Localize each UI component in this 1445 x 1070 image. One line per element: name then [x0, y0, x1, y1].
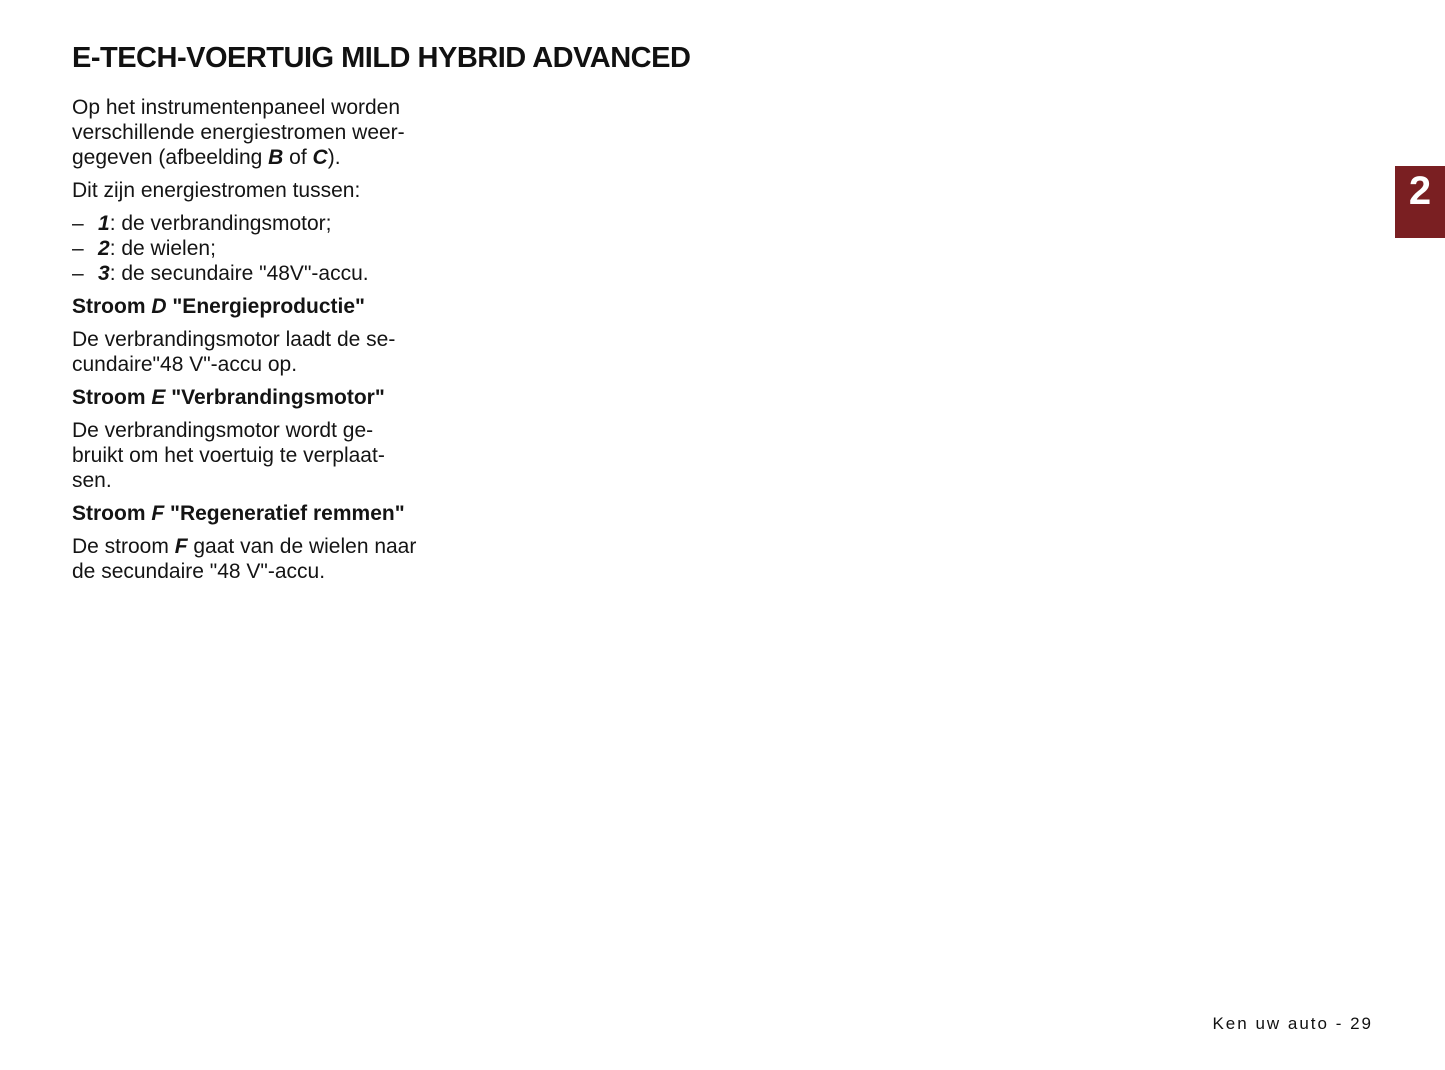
intro-line-2: verschillende energiestromen weer-: [72, 121, 405, 144]
item-number: 3: [98, 262, 110, 285]
heading-text: Stroom: [72, 386, 152, 409]
figure-ref-b: B: [268, 146, 284, 169]
chapter-tab: 2: [1395, 166, 1445, 238]
section-body-d: [72, 327, 482, 377]
flow-letter: F: [151, 502, 165, 525]
figure-ref-c: C: [312, 146, 328, 169]
body-line: sen.: [72, 469, 112, 492]
content-column: [72, 95, 482, 592]
body-text: De stroom: [72, 535, 175, 558]
item-text: : de secundaire "48V"-accu.: [109, 262, 369, 285]
page-title: E-TECH-VOERTUIG MILD HYBRID ADVANCED: [72, 42, 691, 74]
heading-text: "Verbrandingsmotor": [165, 386, 385, 409]
dash-bullet: –: [72, 262, 84, 285]
list-item: [72, 261, 482, 286]
section-body-f: [72, 534, 482, 584]
body-line: De verbrandingsmotor laadt de se-: [72, 328, 396, 351]
intro-text: gegeven (afbeelding: [72, 146, 269, 169]
body-line: bruikt om het voertuig te verplaat-: [72, 444, 385, 467]
heading-text: "Energieproductie": [166, 295, 365, 318]
section-heading-d: [72, 294, 482, 319]
energy-flow-list: [72, 211, 482, 286]
intro-text: ).: [327, 146, 341, 169]
flow-letter: E: [151, 386, 166, 409]
body-line: De verbrandingsmotor wordt ge-: [72, 419, 374, 442]
body-line: de secundaire "48 V"-accu.: [72, 560, 326, 583]
intro-text: of: [283, 146, 313, 169]
section-heading-f: [72, 501, 482, 526]
intro-line-1: Op het instrumentenpaneel worden: [72, 96, 401, 119]
body-line: cundaire"48 V"-accu op.: [72, 353, 298, 376]
flow-letter: D: [151, 295, 167, 318]
item-number: 1: [98, 212, 110, 235]
heading-text: Stroom: [72, 295, 152, 318]
dash-bullet: –: [72, 237, 84, 260]
list-item: [72, 236, 482, 261]
intro-line-3: [72, 145, 482, 170]
between-paragraph: Dit zijn energiestromen tussen:: [72, 179, 361, 202]
body-line: [72, 534, 482, 559]
heading-text: Stroom: [72, 502, 152, 525]
item-number: 2: [98, 237, 110, 260]
page-footer: Ken uw auto - 29: [1212, 1014, 1373, 1033]
section-heading-e: [72, 385, 482, 410]
item-text: : de wielen;: [109, 237, 216, 260]
item-text: : de verbrandingsmotor;: [109, 212, 332, 235]
body-text: gaat van de wielen naar: [187, 535, 417, 558]
dash-bullet: –: [72, 212, 84, 235]
list-item: [72, 211, 482, 236]
heading-text: "Regeneratief remmen": [164, 502, 405, 525]
intro-paragraph: [72, 95, 482, 170]
flow-letter: F: [174, 535, 188, 558]
section-body-e: [72, 418, 482, 493]
